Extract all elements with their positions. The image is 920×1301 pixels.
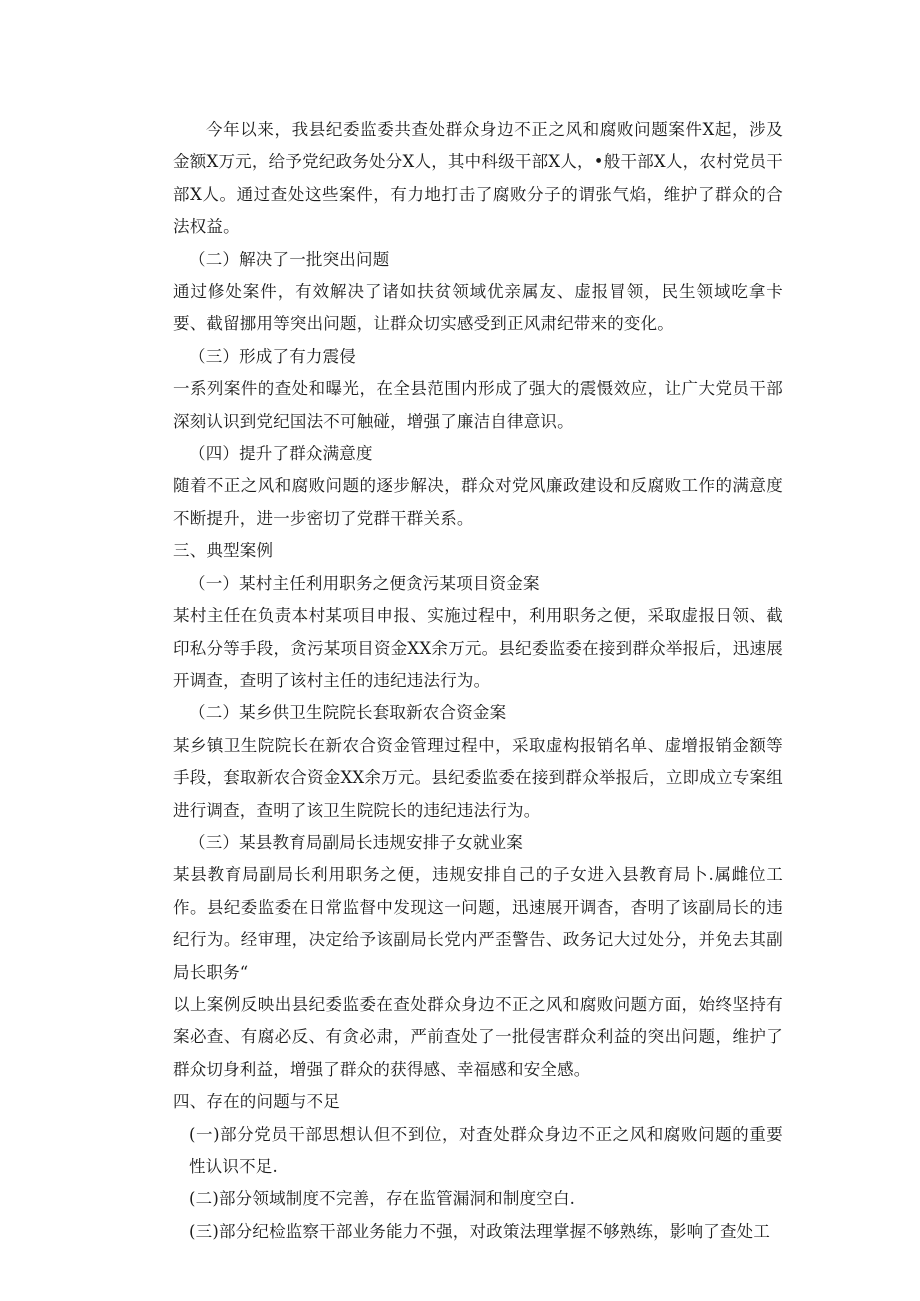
problem-item-1: (一)部分党员干部思想认但不到位，对査处群众身边不正之风和腐败问题的重要性认识不足. (189, 1124, 783, 1176)
paragraph-case-summary: 今年以来，我县纪委监委共查处群众身边不正之风和腐败问题案件X起，涉及金额X万元，给予党纪政务处分X人，其中科级干部X人，•般干部X人，农村党员干部X人。通过查处这些案件，有力地打击了腐败分子的谓张气焰，维护了群众的合法权益。 (173, 120, 783, 237)
subheading-case-health-center: （二）某乡供卫生院院长套取新农合资金案 (189, 703, 507, 723)
paragraph-case-education-bureau: 某县教育局副局长利用职务之便，违规安排自己的子女进入县教育局卜.属雌位工作。县纪委监委在日常监督中发现这一问题，迅速展开调杳，杳明了该副局长的违纪行为。经审理，决定给予该副局长党内严歪警告、政务记大过处分，并免去其副局长职务“ (173, 865, 783, 982)
document-body (173, 114, 783, 1248)
problem-item-3: (三)部分纪检监察干部业务能力不强，对政策法理掌握不够熟练，影响了查处工 (189, 1221, 771, 1241)
paragraph-solved-problems: 通过修处案件，有效解决了诸如扶贫领域优亲属友、虚报冒领，民生领域吃拿卡要、截留挪用等突出问题，让群众切实感受到正风肃纪带来的变化。 (173, 282, 783, 334)
subheading-solved-problems: （二）解决了一批突出问题 (189, 249, 390, 269)
subheading-deterrence: （三）形成了有力震侵 (189, 346, 356, 366)
subheading-case-village-director: （一）某村主任利用职务之便贪污某项目资金案 (189, 573, 540, 593)
problem-item-2: (二)部分领域制度不完善，存在监管漏洞和制度空白. (189, 1189, 576, 1209)
paragraph-satisfaction: 随着不正之风和腐败问题的逐步解决，群众对党风廉政建设和反腐败工作的满意度不断提升，进一步密切了党群干群关系。 (173, 476, 783, 528)
subheading-satisfaction: （四）提升了群众满意度 (189, 444, 373, 464)
paragraph-cases-conclusion: 以上案例反映出县纪委监委在查处群众身边不正之风和腐败问题方面，始终坚持有案必查、有腐必反、有贪必肃，严前查处了一批侵害群众利益的突出问题，维护了群众切身利益，增强了群众的获得感、幸福感和安全感。 (173, 994, 783, 1079)
section-heading-typical-cases: 三、典型案例 (173, 541, 274, 561)
paragraph-case-village-director: 某村主任在负责本村某项目申报、实施过程中，利用职务之便，采取虚报日领、截印私分等手段，贪污某项目资金XX余万元。县纪委监委在接到群众举报后，迅速展开调查，查明了该村主任的违纪违法行为。 (173, 606, 783, 690)
subheading-case-education-bureau: （三）某县教育局副局长违规安排子女就业案 (189, 832, 523, 852)
section-heading-problems: 四、存在的问题与不足 (173, 1092, 340, 1112)
paragraph-deterrence: 一系列案件的查处和曝光，在全县范围内形成了强大的震慑效应，让广大党员干部深刻认识到党纪国法不可触碰，增强了廉洁自律意识。 (173, 379, 783, 431)
paragraph-case-health-center: 某乡镇卫生院院长在新农合资金管理过程中，采取虚构报销名单、虚增报销金额等手段，套取新农合资金XX余万元。县纪委监委在接到群众举报后，立即成立专案组进行调查，查明了该卫生院院长的违纪违法行为。 (173, 735, 783, 820)
